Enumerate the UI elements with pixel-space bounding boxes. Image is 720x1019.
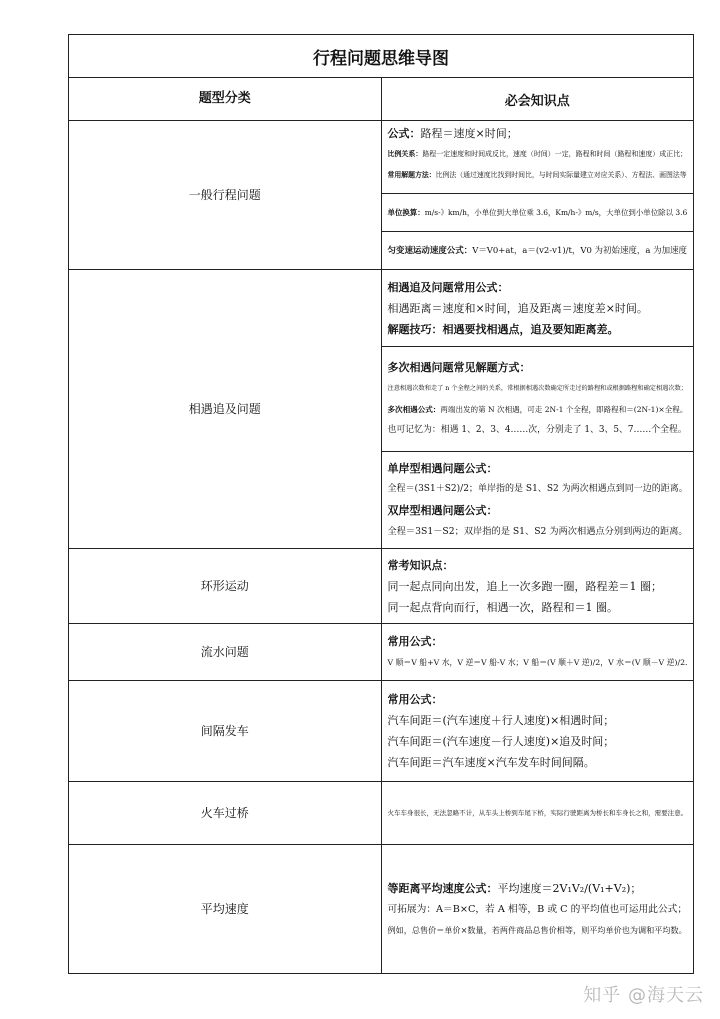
text-line: 也可记忆为：相遇 1、2、3、4……次，分别走了 1、3、5、7……个全程。 (387, 425, 687, 435)
table-row (69, 624, 694, 681)
text-line: 比例关系：路程一定速度和时间成反比，速度（时间）一定，路程和时间（路程和速度）成正比； (387, 150, 688, 158)
text-line: 汽车间距＝(汽车速度－行人速度)×追及时间； (387, 735, 615, 748)
content-block (381, 452, 694, 549)
text-line: V 顺＝V 船+V 水，V 逆＝V 船-V 水；V 船＝(V 顺＋V 逆)/2，V 水＝(V 顺－V 逆)/2. (387, 658, 688, 667)
watermark-text: 知乎 @海天云 (583, 985, 704, 1006)
header-category: 题型分类 (69, 78, 382, 121)
text-line: 相遇追及问题常用公式： (387, 280, 509, 294)
content-block (381, 845, 694, 974)
text-line: 常用公式： (387, 635, 443, 648)
table-row (69, 121, 694, 194)
text-line: 常考知识点： (387, 558, 454, 572)
text-line: 常用解题方法：比例法（通过速度比找到时间比，与时间实际量建立对应关系）、方程法、画图法等 (387, 171, 687, 179)
text-line: 可拓展为：A＝B×C，若 A 相等，B 或 C 的平均值也可运用此公式； (387, 903, 688, 915)
content-block (381, 782, 694, 845)
text-line: 注意相遇次数和走了 n 个全程之间的关系，常根据相遇次数确定所走过的路程和或根据路程和确定相遇次数； (387, 385, 687, 392)
content-block (381, 681, 694, 782)
content-block (381, 549, 694, 624)
text-line: 多次相遇公式：两端出发的第 N 次相遇，可走 2N-1 个全程，即路程和＝(2N-1)×全程。 (387, 405, 688, 414)
text-line: 匀变速运动速度公式：V＝V0+at，a＝(v2-v1)/t，V0 为初始速度，a 为加速度 (387, 245, 687, 255)
text-line: 公式：路程＝速度×时间； (387, 127, 518, 140)
content-block (381, 194, 694, 232)
category-cell: 火车过桥 (69, 782, 382, 845)
table-row (69, 782, 694, 845)
text-line: 双岸型相遇问题公式： (387, 504, 498, 517)
text-line: 等距离平均速度公式：平均速度＝2V₁V₂/(V₁+V₂)； (387, 881, 642, 895)
table-row (69, 845, 694, 974)
header-content: 必会知识点 (381, 78, 694, 121)
content-block (381, 270, 694, 347)
text-line: 多次相遇问题常见解题方式： (387, 361, 531, 374)
category-cell: 平均速度 (69, 845, 382, 974)
content-block (381, 121, 694, 194)
table-row (69, 270, 694, 347)
category-cell: 流水问题 (69, 624, 382, 681)
content-block (381, 232, 694, 270)
table-row (69, 681, 694, 782)
page-title: 行程问题思维导图 (69, 35, 694, 78)
text-line: 例如，总售价＝单价×数量，若两件商品总售价相等，则平均单价也为调和平均数。 (387, 924, 687, 935)
text-line: 同一起点背向而行，相遇一次，路程和＝1 圈。 (387, 600, 618, 614)
text-line: 全程＝(3S1＋S2)/2；单岸指的是 S1、S2 为两次相遇点到同一边的距离。 (387, 484, 688, 494)
text-line: 单岸型相遇问题公式： (387, 462, 498, 475)
text-line: 火车车身很长，无法忽略不计，从车头上桥到车尾下桥，实际行驶距离为桥长和车身长之和，需要注意。 (387, 808, 688, 817)
category-cell: 间隔发车 (69, 681, 382, 782)
text-line: 单位换算：m/s-》km/h，小单位到大单位乘 3.6，Km/h-》m/s，大单位到小单位除以 3.6 (387, 208, 688, 217)
content-block (381, 624, 694, 681)
text-line: 常用公式： (387, 693, 443, 706)
text-line: 解题技巧：相遇要找相遇点，追及要知距离差。 (387, 322, 619, 336)
knowledge-table (68, 34, 694, 974)
text-line: 相遇距离＝速度和×时间，追及距离＝速度差×时间。 (387, 301, 648, 315)
category-cell: 一般行程问题 (69, 121, 382, 270)
table-row (69, 549, 694, 624)
category-cell: 环形运动 (69, 549, 382, 624)
category-cell: 相遇追及问题 (69, 270, 382, 549)
text-line: 汽车间距＝(汽车速度＋行人速度)×相遇时间； (387, 714, 615, 727)
text-line: 汽车间距＝汽车速度×汽车发车时间间隔。 (387, 756, 595, 769)
text-line: 同一起点同向出发，追上一次多跑一圈，路程差＝1 圈； (387, 579, 662, 593)
content-block (381, 347, 694, 452)
text-line: 全程＝3S1－S2；双岸指的是 S1、S2 为两次相遇点分别到两边的距离。 (387, 526, 688, 537)
